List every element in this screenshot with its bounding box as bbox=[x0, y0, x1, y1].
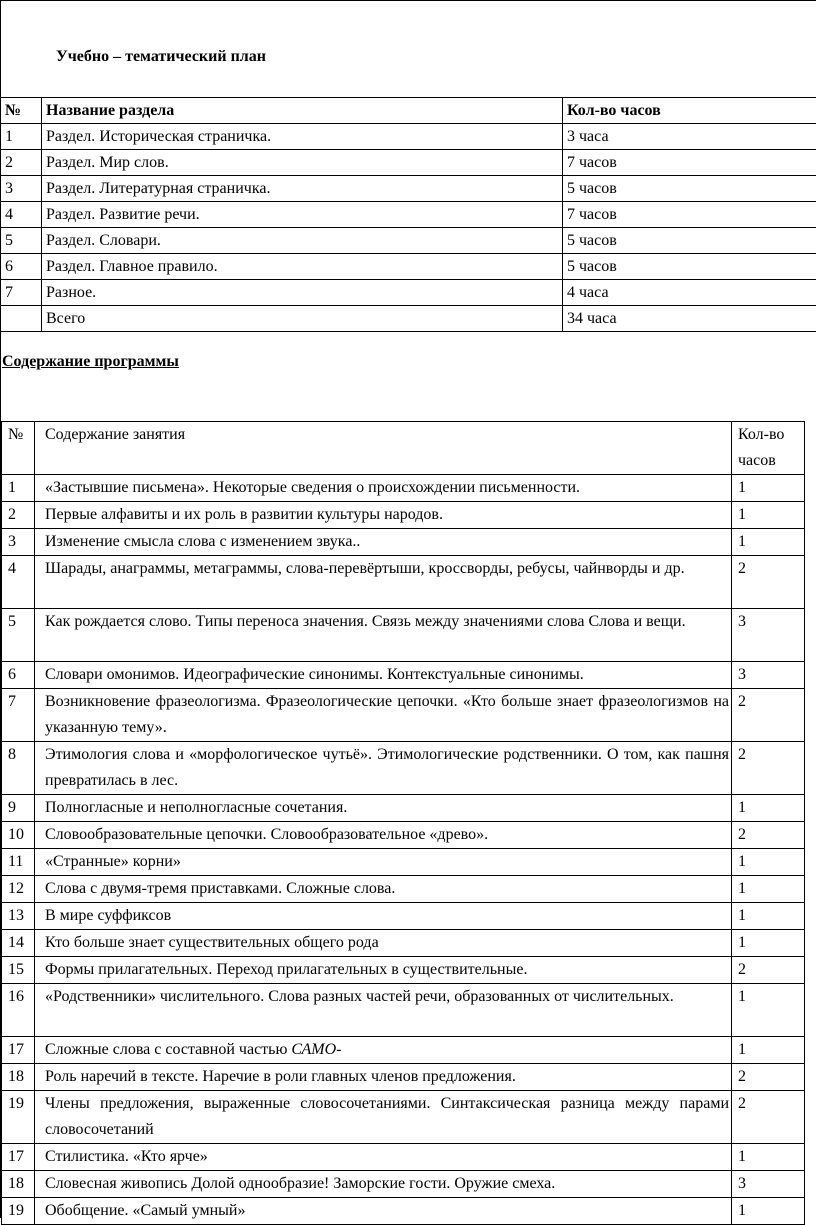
content-cell-topic: «Застывшие письмена». Некоторые сведения о происхождении письменности. bbox=[35, 475, 732, 502]
content-cell-number: 13 bbox=[2, 903, 35, 930]
content-cell-topic: Этимология слова и «морфологическое чутьё». Этимологические родственники. О том, как пашня превратилась в лес. bbox=[35, 742, 732, 795]
content-cell-hours: 1 bbox=[732, 903, 805, 930]
content-cell-topic: Словари омонимов. Идеографические синонимы. Контекстуальные синонимы. bbox=[35, 662, 732, 689]
table-row bbox=[2, 1144, 805, 1171]
content-cell-hours: 1 bbox=[732, 1037, 805, 1064]
content-cell-hours: 1 bbox=[732, 1198, 805, 1225]
plan-cell-section: Всего bbox=[42, 306, 563, 332]
plan-cell-section: Раздел. Словари. bbox=[42, 228, 563, 254]
content-header-topic: Содержание занятия bbox=[35, 422, 732, 475]
content-cell-topic: Слова с двумя-тремя приставками. Сложные слова. bbox=[35, 876, 732, 903]
content-cell-topic: Изменение смысла слова с изменением звука.. bbox=[35, 529, 732, 556]
table-row bbox=[2, 689, 805, 742]
content-cell-hours: 2 bbox=[732, 1091, 805, 1144]
content-cell-hours: 1 bbox=[732, 1144, 805, 1171]
content-cell-number: 5 bbox=[2, 609, 35, 662]
content-cell-hours: 1 bbox=[732, 849, 805, 876]
content-cell-hours: 3 bbox=[732, 609, 805, 662]
content-cell-hours: 1 bbox=[732, 795, 805, 822]
content-cell-topic: Кто больше знает существительных общего рода bbox=[35, 930, 732, 957]
content-cell-topic: Возникновение фразеологизма. Фразеологические цепочки. «Кто больше знает фразеологизмов на указанную тему». bbox=[35, 689, 732, 742]
table-row bbox=[2, 876, 805, 903]
table-row bbox=[2, 529, 805, 556]
content-cell-hours: 3 bbox=[732, 1171, 805, 1198]
plan-header-row bbox=[1, 98, 816, 124]
table-row bbox=[2, 1171, 805, 1198]
table-row bbox=[1, 306, 816, 332]
content-cell-number: 12 bbox=[2, 876, 35, 903]
content-cell-topic: Первые алфавиты и их роль в развитии культуры народов. bbox=[35, 502, 732, 529]
plan-cell-section: Раздел. Литературная страничка. bbox=[42, 176, 563, 202]
table-row bbox=[2, 502, 805, 529]
content-cell-number: 14 bbox=[2, 930, 35, 957]
content-cell-number: 10 bbox=[2, 822, 35, 849]
content-cell-topic: Члены предложения, выраженные словосочетаниями. Синтаксическая разница между парами словосочетаний bbox=[35, 1091, 732, 1144]
plan-header-section: Название раздела bbox=[42, 98, 563, 124]
table-row bbox=[2, 1198, 805, 1225]
content-cell-number: 6 bbox=[2, 662, 35, 689]
content-cell-hours: 1 bbox=[732, 502, 805, 529]
plan-cell-section: Разное. bbox=[42, 280, 563, 306]
plan-cell-hours: 34 часа bbox=[563, 306, 816, 332]
content-cell-topic: В мире суффиксов bbox=[35, 903, 732, 930]
table-row bbox=[2, 822, 805, 849]
table-row bbox=[2, 609, 805, 662]
content-cell-number: 19 bbox=[2, 1198, 35, 1225]
content-cell-topic: «Родственники» числительного. Слова разных частей речи, образованных от числительных. bbox=[35, 984, 732, 1037]
plan-table bbox=[0, 97, 816, 332]
content-cell-hours: 2 bbox=[732, 556, 805, 609]
content-cell-hours: 1 bbox=[732, 876, 805, 903]
table-row bbox=[1, 202, 816, 228]
plan-cell-hours: 7 часов bbox=[563, 202, 816, 228]
plan-cell-hours: 5 часов bbox=[563, 176, 816, 202]
table-row bbox=[1, 228, 816, 254]
plan-cell-number: 4 bbox=[1, 202, 42, 228]
topic-italic-part: САМО- bbox=[291, 1041, 341, 1058]
content-cell-hours: 1 bbox=[732, 984, 805, 1037]
content-cell-hours: 2 bbox=[732, 742, 805, 795]
table-row bbox=[2, 903, 805, 930]
content-cell-hours: 2 bbox=[732, 689, 805, 742]
content-cell-topic: Стилистика. «Кто ярче» bbox=[35, 1144, 732, 1171]
content-cell-number: 19 bbox=[2, 1091, 35, 1144]
content-cell-topic: Полногласные и неполногласные сочетания. bbox=[35, 795, 732, 822]
plan-header-number: № bbox=[1, 98, 42, 124]
table-row bbox=[2, 957, 805, 984]
table-row bbox=[1, 150, 816, 176]
plan-cell-hours: 5 часов bbox=[563, 254, 816, 280]
content-cell-number: 17 bbox=[2, 1144, 35, 1171]
content-cell-number: 8 bbox=[2, 742, 35, 795]
table-row bbox=[2, 984, 805, 1037]
table-row bbox=[1, 124, 816, 150]
plan-cell-number: 7 bbox=[1, 280, 42, 306]
plan-cell-section: Раздел. Историческая страничка. bbox=[42, 124, 563, 150]
plan-header-hours: Кол-во часов bbox=[563, 98, 816, 124]
content-cell-number: 9 bbox=[2, 795, 35, 822]
table-row bbox=[2, 662, 805, 689]
content-cell-number: 16 bbox=[2, 984, 35, 1037]
table-row bbox=[2, 930, 805, 957]
content-header-hours: Кол-во часов bbox=[732, 422, 805, 475]
content-cell-topic: Шарады, анаграммы, метаграммы, слова-перевёртыши, кроссворды, ребусы, чайнворды и др. bbox=[35, 556, 732, 609]
content-cell-topic bbox=[35, 1037, 732, 1064]
content-header-number: № bbox=[2, 422, 35, 475]
plan-cell-number: 6 bbox=[1, 254, 42, 280]
content-header-row bbox=[2, 422, 805, 475]
content-cell-number: 18 bbox=[2, 1171, 35, 1198]
content-cell-topic: Обобщение. «Самый умный» bbox=[35, 1198, 732, 1225]
table-row bbox=[2, 849, 805, 876]
content-cell-hours: 2 bbox=[732, 822, 805, 849]
table-row bbox=[1, 254, 816, 280]
table-row bbox=[2, 475, 805, 502]
content-cell-topic: Как рождается слово. Типы переноса значения. Связь между значениями слова Слова и вещи. bbox=[35, 609, 732, 662]
plan-cell-number: 3 bbox=[1, 176, 42, 202]
content-table bbox=[1, 421, 805, 1225]
content-cell-number: 15 bbox=[2, 957, 35, 984]
plan-cell-number: 2 bbox=[1, 150, 42, 176]
content-cell-topic: Словообразовательные цепочки. Словообразовательное «древо». bbox=[35, 822, 732, 849]
topic-text: Сложные слова с составной частью bbox=[45, 1041, 291, 1058]
content-cell-number: 17 bbox=[2, 1037, 35, 1064]
table-row bbox=[2, 556, 805, 609]
plan-title: Учебно – тематический план bbox=[56, 48, 266, 66]
content-title: Содержание программы bbox=[2, 353, 179, 371]
plan-cell-section: Раздел. Мир слов. bbox=[42, 150, 563, 176]
plan-cell-number bbox=[1, 306, 42, 332]
content-cell-number: 2 bbox=[2, 502, 35, 529]
table-row bbox=[2, 742, 805, 795]
content-cell-topic: Словесная живопись Долой однообразие! Заморские гости. Оружие смеха. bbox=[35, 1171, 732, 1198]
table-row bbox=[2, 795, 805, 822]
content-cell-number: 11 bbox=[2, 849, 35, 876]
content-cell-hours: 2 bbox=[732, 1064, 805, 1091]
plan-cell-number: 1 bbox=[1, 124, 42, 150]
content-cell-hours: 2 bbox=[732, 957, 805, 984]
content-cell-hours: 1 bbox=[732, 930, 805, 957]
content-cell-hours: 3 bbox=[732, 662, 805, 689]
content-cell-topic: «Странные» корни» bbox=[35, 849, 732, 876]
plan-cell-hours: 5 часов bbox=[563, 228, 816, 254]
content-cell-number: 3 bbox=[2, 529, 35, 556]
table-row bbox=[2, 1091, 805, 1144]
content-cell-hours: 1 bbox=[732, 475, 805, 502]
plan-cell-hours: 3 часа bbox=[563, 124, 816, 150]
table-row bbox=[2, 1037, 805, 1064]
plan-cell-hours: 7 часов bbox=[563, 150, 816, 176]
plan-cell-hours: 4 часа bbox=[563, 280, 816, 306]
content-cell-number: 18 bbox=[2, 1064, 35, 1091]
content-cell-hours: 1 bbox=[732, 529, 805, 556]
table-row bbox=[2, 1064, 805, 1091]
plan-cell-section: Раздел. Главное правило. bbox=[42, 254, 563, 280]
content-cell-topic: Формы прилагательных. Переход прилагательных в существительные. bbox=[35, 957, 732, 984]
content-cell-number: 7 bbox=[2, 689, 35, 742]
plan-cell-number: 5 bbox=[1, 228, 42, 254]
table-row bbox=[1, 280, 816, 306]
content-cell-topic: Роль наречий в тексте. Наречие в роли главных членов предложения. bbox=[35, 1064, 732, 1091]
table-row bbox=[1, 176, 816, 202]
content-cell-number: 1 bbox=[2, 475, 35, 502]
plan-cell-section: Раздел. Развитие речи. bbox=[42, 202, 563, 228]
content-cell-number: 4 bbox=[2, 556, 35, 609]
